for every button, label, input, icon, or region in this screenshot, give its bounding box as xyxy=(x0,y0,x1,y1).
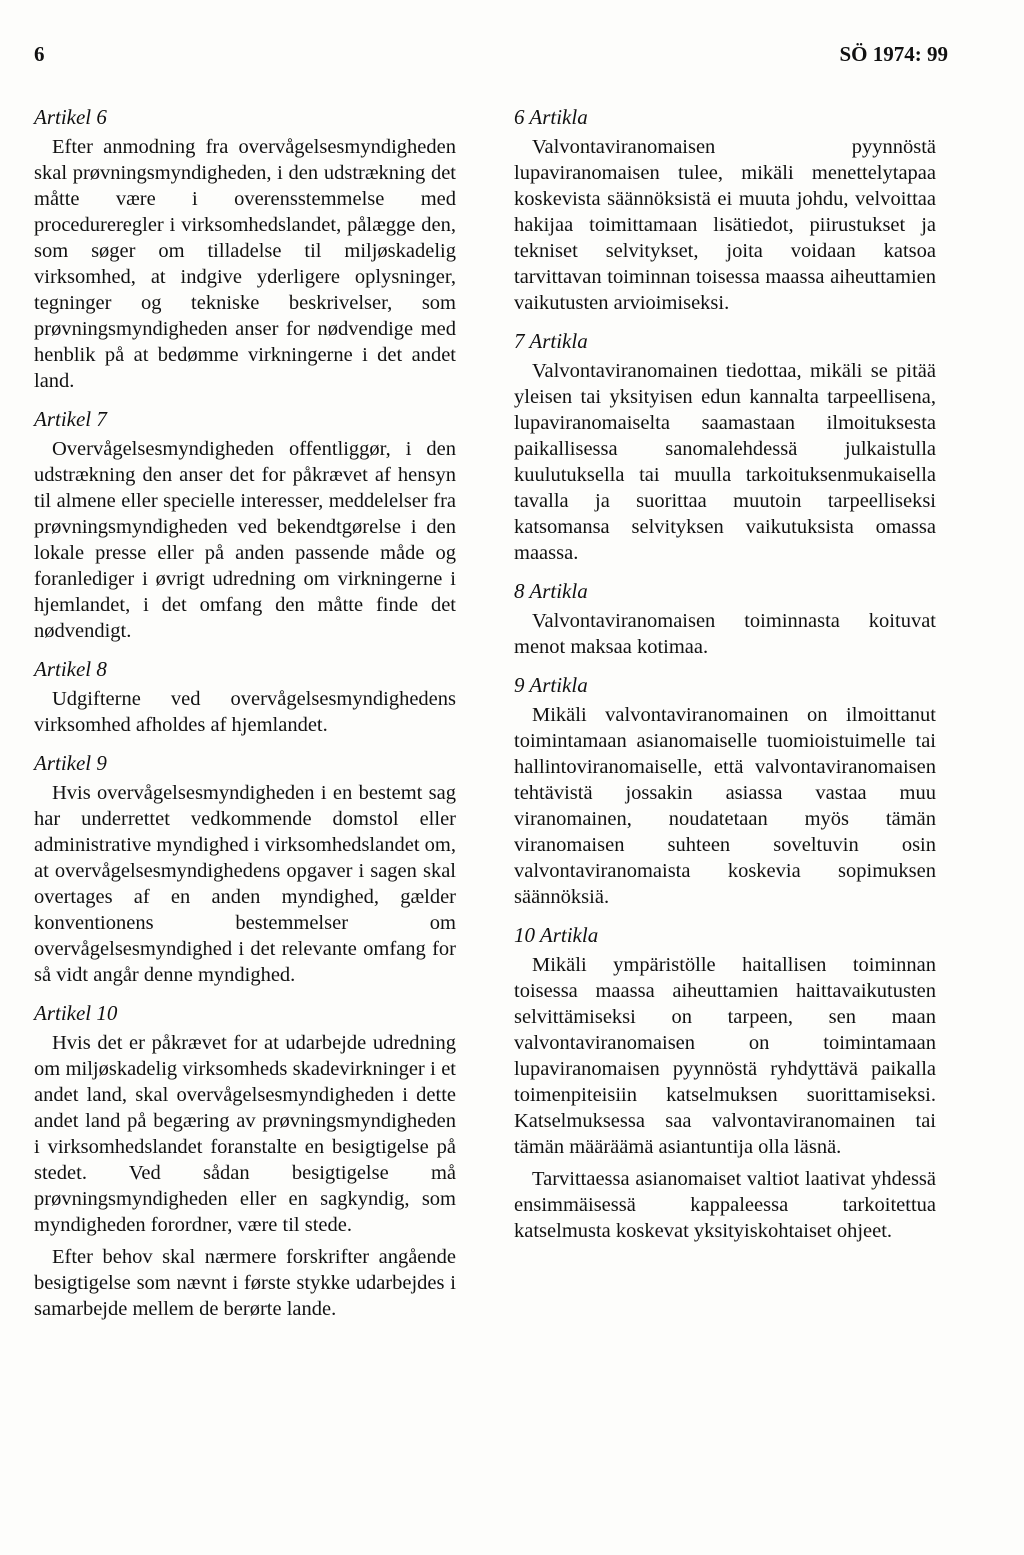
page-number: 6 xyxy=(34,42,45,66)
article-7-finnish xyxy=(514,328,936,566)
article-paragraph: Efter behov skal nærmere forskrifter angående besigtigelse som nævnt i første stykke udarbejdes i samarbejde mellem de berørte lande. xyxy=(34,1246,456,1320)
article-6-finnish xyxy=(514,104,936,316)
article-paragraph: Hvis det er påkrævet for at udarbejde udredning om miljøskadelig virksomheds skadevirkninger i et andet land, skal overvågelsesmyndigheden i dette andet land på begæring av prøvningsmyndigheden i virksomhedslandet foranstalte en besigtigelse på stedet. Ved sådan besigtigelse må prøvningsmyndigheden eller en sagkyndig, som myndigheden forordner, være til stede. xyxy=(34,1032,456,1236)
article-9-finnish xyxy=(514,672,936,910)
article-paragraph: Valvontaviranomainen tiedottaa, mikäli se pitää yleisen tai yksityisen edun kannalta tarpeellisena, lupaviranomaiselta saamastaan ilmoituksesta paikallisessa sanomalehdessä julkaistulla kuulutuksella tai muulla tarkoituksenmukaisella tavalla ja suorittaa muutoin tarpeelliseksi katsomansa selvityksen vaikutuksista omassa maassa. xyxy=(514,360,936,564)
article-title: 6 Artikla xyxy=(514,105,588,129)
article-10-danish xyxy=(34,1000,456,1322)
danish-column xyxy=(34,104,456,1334)
article-paragraph: Tarvittaessa asianomaiset valtiot laativat yhdessä ensimmäisessä kappaleessa tarkoitettua katselmusta koskevat yksityiskohtaiset ohjeet. xyxy=(514,1168,936,1242)
article-8-finnish xyxy=(514,578,936,660)
article-title: 9 Artikla xyxy=(514,673,588,697)
document-reference: SÖ 1974: 99 xyxy=(839,42,948,66)
article-title: 8 Artikla xyxy=(514,579,588,603)
article-title: Artikel 7 xyxy=(34,407,107,431)
article-10-finnish xyxy=(514,922,936,1244)
article-paragraph: Udgifterne ved overvågelsesmyndighedens virksomhed afholdes af hjemlandet. xyxy=(34,688,456,736)
article-title: Artikel 10 xyxy=(34,1001,118,1025)
article-paragraph: Valvontaviranomaisen toiminnasta koituvat menot maksaa kotimaa. xyxy=(514,610,936,658)
article-title: Artikel 6 xyxy=(34,105,107,129)
article-paragraph: Mikäli valvontaviranomainen on ilmoittanut toimintamaan asianomaiselle tuomioistuimelle tai hallintoviranomaiselle, että valvontaviranomaisen tehtävistä jossakin asiassa vastaa muu viranomainen, noudatetaan myös tämän viranomaisen suhteen soveltuvin osin valvontaviranomaista koskevia sopimuksen säännöksiä. xyxy=(514,704,936,908)
article-title: 10 Artikla xyxy=(514,923,599,947)
article-paragraph: Mikäli ympäristölle haitallisen toiminnan toisessa maassa aiheuttamien haittavaikutusten selvittämiseksi on tarpeen, sen maan valvontaviranomaisen on toimintamaan lupaviranomaisen pyynnöstä ryhdyttävä paikalla toimenpiteisiin katselmuksen suorittamiseksi. Katselmuksessa saa valvontaviranomainen tai tämän määräämä asiantuntija olla läsnä. xyxy=(514,954,936,1158)
article-paragraph: Efter anmodning fra overvågelsesmyndigheden skal prøvningsmyndigheden, i den udstrækning det måtte være i overensstemmelse med procedureregler i virksomhedslandet, pålægge den, som søger om tilladelse til miljøskadelig virksomhed, at indgive yderligere oplysninger, tegninger og tekniske beskrivelser, som prøvningsmyndigheden anser for nødvendige med henblik på at bedømme virkningerne i det andet land. xyxy=(34,136,456,392)
article-paragraph: Valvontaviranomaisen pyynnöstä lupaviranomaisen tulee, mikäli menettelytapaa koskevista säännöksistä ei muuta johdu, velvoittaa hakijaa toimittamaan lisätiedot, piirustukset ja tekniset selvitykset, joita voidaan katsoa tarvittavan toiminnan toisessa maassa aiheuttamien vaikutusten arvioimiseksi. xyxy=(514,136,936,314)
finnish-column xyxy=(514,104,936,1256)
article-6-danish xyxy=(34,104,456,394)
article-paragraph: Hvis overvågelsesmyndigheden i en bestemt sag har underrettet vedkommende domstol eller administrative myndighed i virksomhedslandet om, at overvågelsesmyndighedens opgaver i sagen skal overtages af en anden myndighed, gælder konventionens bestemmelser om overvågelsesmyndighed i det relevante omfang for så vidt angår denne myndighed. xyxy=(34,782,456,986)
article-paragraph: Overvågelsesmyndigheden offentliggør, i den udstrækning den anser det for påkrævet af hensyn til almene eller specielle interesser, meddelelser fra prøvningsmyndigheden ved bekendtgørelse i den lokale presse eller på anden passende måde og foranlediger i øvrigt udredning om virkningerne i hjemlandet, i det omfang den måtte finde det nødvendigt. xyxy=(34,438,456,642)
article-8-danish xyxy=(34,656,456,738)
article-title: Artikel 8 xyxy=(34,657,107,681)
article-9-danish xyxy=(34,750,456,988)
article-7-danish xyxy=(34,406,456,644)
article-title: 7 Artikla xyxy=(514,329,588,353)
article-title: Artikel 9 xyxy=(34,751,107,775)
